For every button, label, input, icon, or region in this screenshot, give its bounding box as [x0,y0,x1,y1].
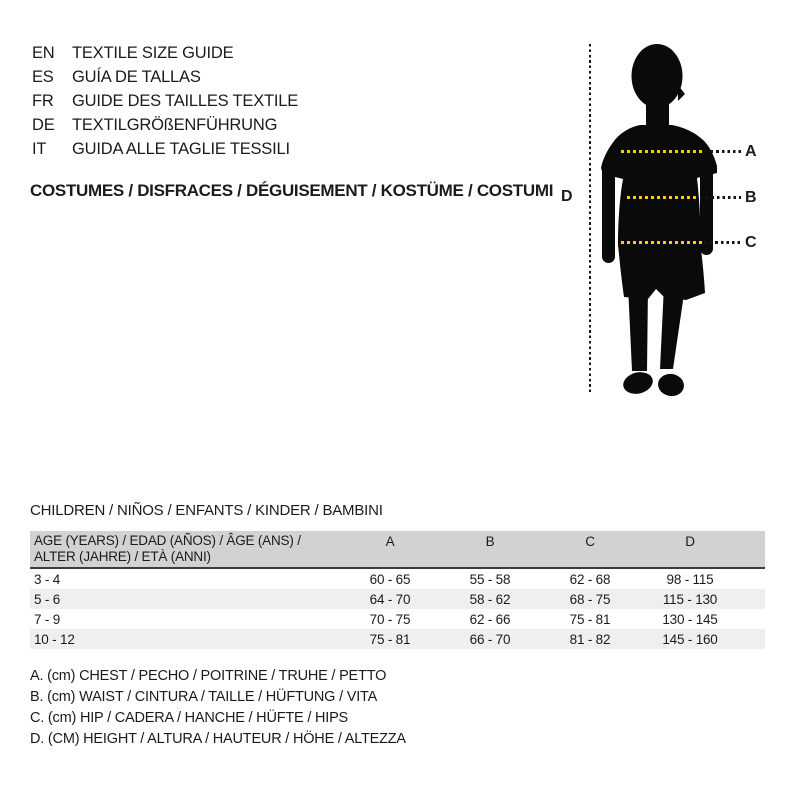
age-cell: 7 - 9 [34,611,61,627]
age-cell: 3 - 4 [34,571,61,587]
table-row [30,569,765,589]
size-section-title: CHILDREN / NIÑOS / ENFANTS / KINDER / BAMBINI [30,502,383,519]
column-header-c: C [585,534,595,549]
value-cell-d: 145 - 160 [662,631,718,647]
age-cell: 10 - 12 [34,631,75,647]
age-header-line1: AGE (YEARS) / EDAD (AÑOS) / ÂGE (ANS) / [34,533,301,548]
measure-label-c: C [745,234,757,251]
language-title: GUIDE DES TAILLES TEXTILE [72,91,299,110]
value-cell-a: 64 - 70 [369,591,411,607]
language-code: EN [32,44,55,63]
age-column-header [30,533,340,564]
language-code: DE [32,115,55,134]
size-table [30,531,765,649]
column-header-b: B [485,534,495,549]
language-code: ES [32,68,54,87]
language-code: IT [32,139,47,158]
legend-line-chest: A. (cm) CHEST / PECHO / POITRINE / TRUHE / PETTO [30,668,387,684]
legend-line-height: D. (CM) HEIGHT / ALTURA / HAUTEUR / HÖHE / ALTEZZA [30,731,406,747]
size-table-header [30,531,765,569]
language-row [32,42,298,66]
legend-line-waist: B. (cm) WAIST / CINTURA / TAILLE / HÜFTUNG / VITA [30,689,378,705]
language-guide-list [32,42,298,161]
value-cell-b: 55 - 58 [469,571,511,587]
language-title: TEXTILGRÖßENFÜHRUNG [72,115,278,134]
value-cell-c: 62 - 68 [569,571,611,587]
value-cell-d: 130 - 145 [662,611,718,627]
value-cell-a: 75 - 81 [369,631,411,647]
column-header-d: D [685,534,695,549]
value-cell-b: 62 - 66 [469,611,511,627]
legend-line-hip: C. (cm) HIP / CADERA / HANCHE / HÜFTE / HIPS [30,710,349,726]
hip-measure-line [621,241,703,244]
category-title: COSTUMES / DISFRACES / DÉGUISEMENT / KOSTÜME / COSTUMI [30,181,554,200]
table-row [30,609,765,629]
language-title: GUÍA DE TALLAS [72,68,201,87]
chest-connector-line [705,150,741,153]
hip-connector-line [704,241,741,244]
age-header-line2: ALTER (JAHRE) / ETÀ (ANNI) [34,548,211,564]
value-cell-a: 70 - 75 [369,611,411,627]
table-row [30,629,765,649]
language-title: TEXTILE SIZE GUIDE [72,44,234,63]
language-code: FR [32,91,54,110]
language-row [32,90,298,114]
value-cell-b: 66 - 70 [469,631,511,647]
measure-label-a: A [745,143,757,160]
value-cell-c: 75 - 81 [569,611,611,627]
measure-label-b: B [745,189,757,206]
language-title: GUIDA ALLE TAGLIE TESSILI [72,139,290,158]
language-row [32,137,298,161]
value-cell-d: 98 - 115 [666,571,714,587]
language-row [32,66,298,90]
waist-measure-line [627,196,697,199]
measure-label-d: D [561,188,573,205]
chest-measure-line [621,150,702,153]
value-cell-c: 68 - 75 [569,591,611,607]
child-silhouette-icon [590,35,735,400]
value-cell-a: 60 - 65 [369,571,411,587]
column-header-a: A [385,534,395,549]
value-cell-c: 81 - 82 [569,631,611,647]
language-row [32,113,298,137]
age-cell: 5 - 6 [34,591,61,607]
measurement-legend [30,666,406,750]
value-cell-d: 115 - 130 [662,591,718,607]
value-cell-b: 58 - 62 [469,591,511,607]
waist-connector-line [700,196,741,199]
table-row [30,589,765,609]
